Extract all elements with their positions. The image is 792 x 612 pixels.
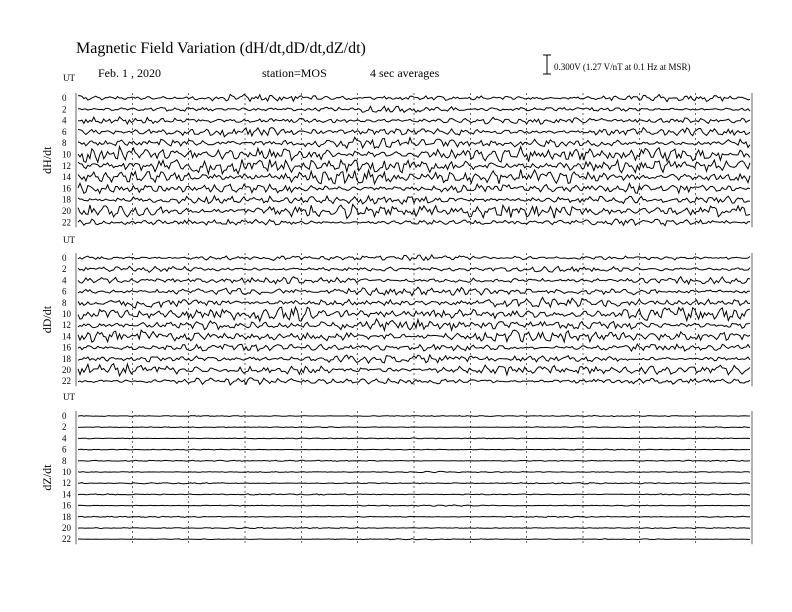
trace-row-14 — [78, 170, 750, 184]
row-label: 6 — [62, 126, 67, 137]
ut-label: UT — [63, 392, 75, 402]
row-label: 8 — [62, 138, 67, 149]
row-label: 18 — [62, 511, 71, 522]
ut-label: UT — [63, 235, 75, 245]
trace-row-12 — [78, 483, 750, 484]
panel-dZ-dt — [40, 392, 752, 544]
row-label: 22 — [62, 376, 71, 387]
row-label: 10 — [62, 467, 71, 477]
scale-label: 0.300V (1.27 V/nT at 0.1 Hz at MSR) — [554, 62, 691, 72]
trace-row-2 — [78, 427, 750, 428]
row-label: 0 — [62, 253, 67, 263]
trace-row-4 — [78, 277, 750, 284]
y-axis-label: dZ/dt — [40, 464, 54, 491]
row-label: 22 — [62, 534, 71, 545]
station-label: station=MOS — [262, 66, 327, 80]
date-label: Feb. 1 , 2020 — [98, 66, 161, 80]
y-axis-label: dH/dt — [40, 146, 54, 174]
trace-row-14 — [78, 330, 750, 342]
row-label: 10 — [62, 149, 71, 160]
row-label: 8 — [62, 455, 67, 466]
row-label: 18 — [62, 353, 71, 364]
row-label: 4 — [62, 433, 67, 444]
trace-row-20 — [78, 527, 750, 528]
averaging-label: 4 sec averages — [370, 66, 440, 80]
row-label: 6 — [62, 444, 67, 455]
row-label: 16 — [62, 500, 71, 511]
row-label: 8 — [62, 297, 67, 308]
trace-row-12 — [78, 160, 750, 174]
row-label: 4 — [62, 115, 67, 126]
row-label: 2 — [62, 104, 67, 115]
row-label: 12 — [62, 320, 71, 331]
figure-title: Magnetic Field Variation (dH/dt,dD/dt,dZ/dt) — [76, 40, 366, 57]
scale-bar — [543, 55, 551, 74]
row-label: 20 — [62, 365, 71, 375]
row-label: 0 — [62, 93, 67, 103]
trace-row-16 — [78, 344, 750, 351]
row-label: 10 — [62, 309, 71, 319]
trace-row-20 — [78, 204, 750, 218]
row-label: 22 — [62, 217, 71, 228]
row-label: 4 — [62, 275, 67, 286]
row-label: 20 — [62, 523, 71, 533]
row-label: 18 — [62, 194, 71, 205]
row-label: 0 — [62, 411, 67, 421]
ut-label: UT — [63, 73, 75, 83]
panel-dH-dt — [40, 73, 752, 227]
y-axis-label: dD/dt — [40, 305, 54, 334]
trace-row-6 — [78, 449, 750, 450]
row-label: 20 — [62, 206, 71, 216]
row-label: 14 — [62, 172, 71, 183]
row-label: 16 — [62, 342, 71, 353]
row-label: 14 — [62, 489, 71, 500]
row-label: 12 — [62, 160, 71, 171]
trace-row-4 — [78, 438, 750, 439]
trace-row-2 — [78, 106, 750, 112]
row-label: 14 — [62, 331, 71, 342]
row-label: 16 — [62, 183, 71, 194]
row-label: 6 — [62, 286, 67, 297]
row-label: 2 — [62, 264, 67, 275]
trace-row-8 — [78, 460, 750, 461]
trace-row-16 — [78, 505, 750, 506]
panels-group — [40, 73, 752, 544]
panel-dD-dt — [40, 235, 752, 386]
row-label: 2 — [62, 422, 67, 433]
row-label: 12 — [62, 478, 71, 489]
trace-row-22 — [78, 539, 750, 540]
trace-row-14 — [78, 494, 750, 495]
